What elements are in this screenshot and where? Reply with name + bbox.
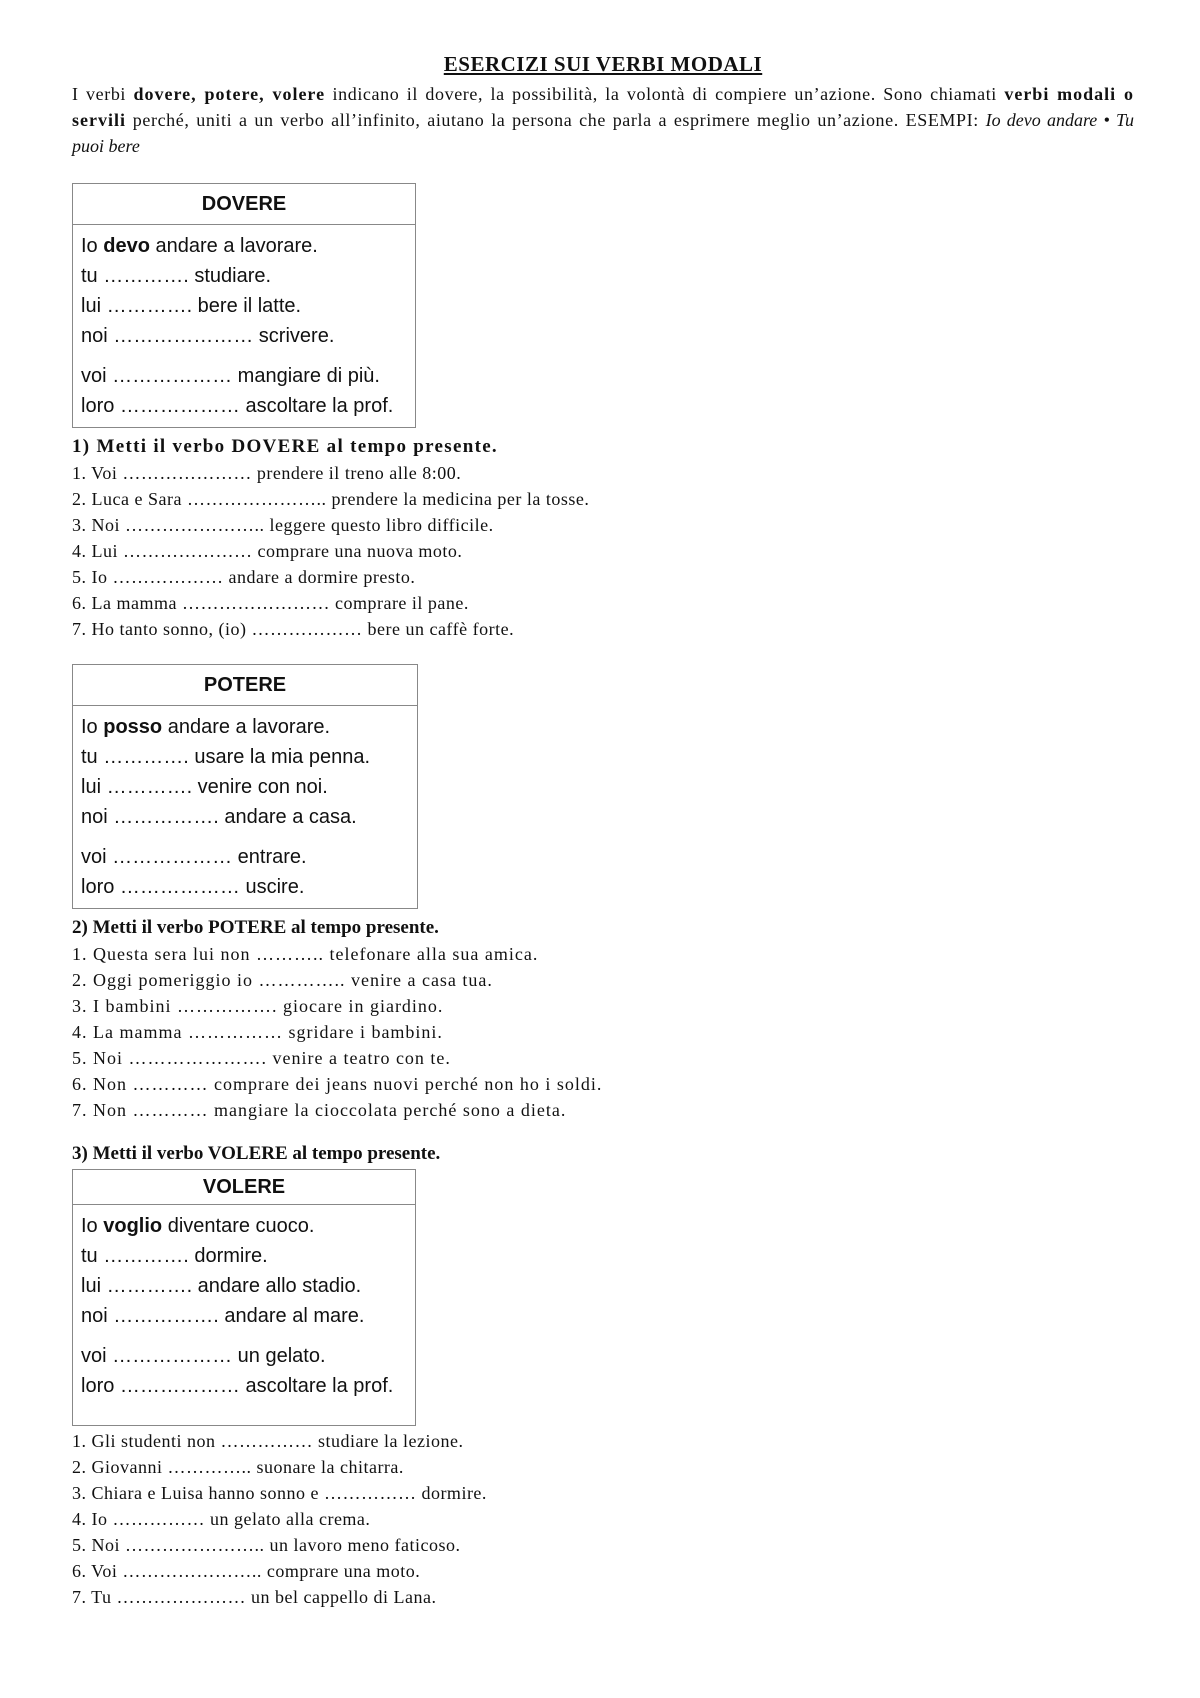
exercise-item: 5. Noi …………………. venire a teatro con te. — [72, 1048, 451, 1068]
exercise-item: 6. La mamma …………………… comprare il pane. — [72, 593, 469, 613]
conjugation-row: lui …………. andare allo stadio. — [81, 1275, 362, 1297]
conjugation-row: noi ………………… scrivere. — [81, 325, 335, 347]
conjugation-row: lui …………. bere il latte. — [81, 295, 302, 317]
exercise-item: 4. Lui ………………… comprare una nuova moto. — [72, 541, 463, 561]
exercise-item: 6. Voi ………………….. comprare una moto. — [72, 1561, 421, 1581]
exercise-item: 4. La mamma …………… sgridare i bambini. — [72, 1022, 443, 1042]
conjugation-row — [81, 231, 407, 261]
exercise-item: 1. Voi ………………… prendere il treno alle 8:00. — [72, 463, 462, 483]
page-title: ESERCIZI SUI VERBI MODALI — [443, 52, 763, 76]
conjugation-row: noi ……………. andare al mare. — [81, 1305, 365, 1327]
box-heading: VOLERE — [73, 1170, 415, 1205]
exercise-item: 7. Tu ………………… un bel cappello di Lana. — [72, 1587, 437, 1607]
exercise-item: 1. Gli studenti non …………… studiare la lezione. — [72, 1431, 464, 1451]
exercise1-list — [72, 460, 1134, 642]
exercise-item: 3. Chiara e Luisa hanno sonno e …………… dormire. — [72, 1483, 487, 1503]
row-verb: devo — [103, 235, 150, 257]
intro-paragraph — [72, 81, 1134, 159]
dovere-conjugation-box — [72, 183, 416, 428]
conjugation-row: voi ……………… entrare. — [81, 846, 307, 868]
conjugation-row: lui …………. venire con noi. — [81, 776, 328, 798]
exercise-item: 2. Oggi pomeriggio io ………….. venire a casa tua. — [72, 970, 493, 990]
exercise-item: 4. Io …………… un gelato alla crema. — [72, 1509, 371, 1529]
exercise-item: 6. Non ………… comprare dei jeans nuovi perché non ho i soldi. — [72, 1074, 603, 1094]
row-verb: voglio — [103, 1215, 163, 1237]
conjugation-row — [81, 712, 409, 742]
conjugation-row: loro ……………… ascoltare la prof. — [81, 1375, 394, 1397]
conjugation-row: voi ……………… un gelato. — [81, 1345, 326, 1367]
conjugation-row: voi ……………… mangiare di più. — [81, 365, 380, 387]
conjugation-row: tu …………. usare la mia penna. — [81, 746, 371, 768]
worksheet-page — [72, 52, 1134, 1610]
box-body — [73, 225, 415, 427]
intro-example: Io devo andare • Tu puoi bere — [72, 110, 1134, 156]
row-subject: Io — [81, 716, 104, 738]
conjugation-row: loro ……………… ascoltare la prof. — [81, 395, 394, 417]
exercise-item: 2. Luca e Sara ………………….. prendere la medicina per la tosse. — [72, 489, 590, 509]
box-body — [73, 1205, 415, 1425]
exercise1-heading: 1) Metti il verbo DOVERE al tempo presente. — [72, 436, 498, 457]
row-verb: posso — [103, 716, 163, 738]
exercise2-list — [72, 941, 1134, 1123]
intro-bold-modal: verbi modali o servili — [72, 84, 1135, 130]
exercise2-heading: 2) Metti il verbo POTERE al tempo presente. — [72, 917, 439, 938]
volere-conjugation-box — [72, 1169, 416, 1426]
box-heading: DOVERE — [73, 184, 415, 225]
exercise-item: 3. Noi ………………….. leggere questo libro difficile. — [72, 515, 494, 535]
conjugation-row — [81, 1211, 407, 1241]
conjugation-row: noi ……………. andare a casa. — [81, 806, 357, 828]
exercise3-list — [72, 1428, 1134, 1610]
exercise-item: 7. Ho tanto sonno, (io) ……………… bere un caffè forte. — [72, 619, 515, 639]
row-rest: andare a lavorare. — [162, 716, 331, 738]
conjugation-row: loro ……………… uscire. — [81, 876, 305, 898]
exercise-item: 2. Giovanni ………….. suonare la chitarra. — [72, 1457, 404, 1477]
conjugation-row: tu …………. dormire. — [81, 1245, 268, 1267]
row-rest: diventare cuoco. — [162, 1215, 315, 1237]
exercise-item: 5. Noi ………………….. un lavoro meno faticoso. — [72, 1535, 461, 1555]
intro-text-2: indicano il dovere, la possibilità, la volontà di compiere un’azione. Sono chiamati — [325, 84, 1005, 104]
potere-conjugation-box — [72, 664, 418, 909]
intro-bold-verbs: dovere, potere, volere — [133, 84, 326, 104]
exercise-item: 5. Io ……………… andare a dormire presto. — [72, 567, 416, 587]
exercise-item: 7. Non ………… mangiare la cioccolata perché sono a dieta. — [72, 1100, 567, 1120]
box-body — [73, 706, 417, 908]
exercise-item: 3. I bambini ……………. giocare in giardino. — [72, 996, 444, 1016]
conjugation-row: tu …………. studiare. — [81, 265, 272, 287]
intro-text-1: I verbi — [72, 84, 134, 104]
row-rest: andare a lavorare. — [149, 235, 318, 257]
row-subject: Io — [81, 1215, 104, 1237]
box-heading: POTERE — [73, 665, 417, 706]
intro-text-3: perché, uniti a un verbo all’infinito, aiutano la persona che parla a esprimere meglio un’azione. ESEMPI: — [126, 110, 986, 130]
row-subject: Io — [81, 235, 104, 257]
exercise3-heading: 3) Metti il verbo VOLERE al tempo presente. — [72, 1143, 441, 1164]
exercise-item: 1. Questa sera lui non ……….. telefonare alla sua amica. — [72, 944, 539, 964]
